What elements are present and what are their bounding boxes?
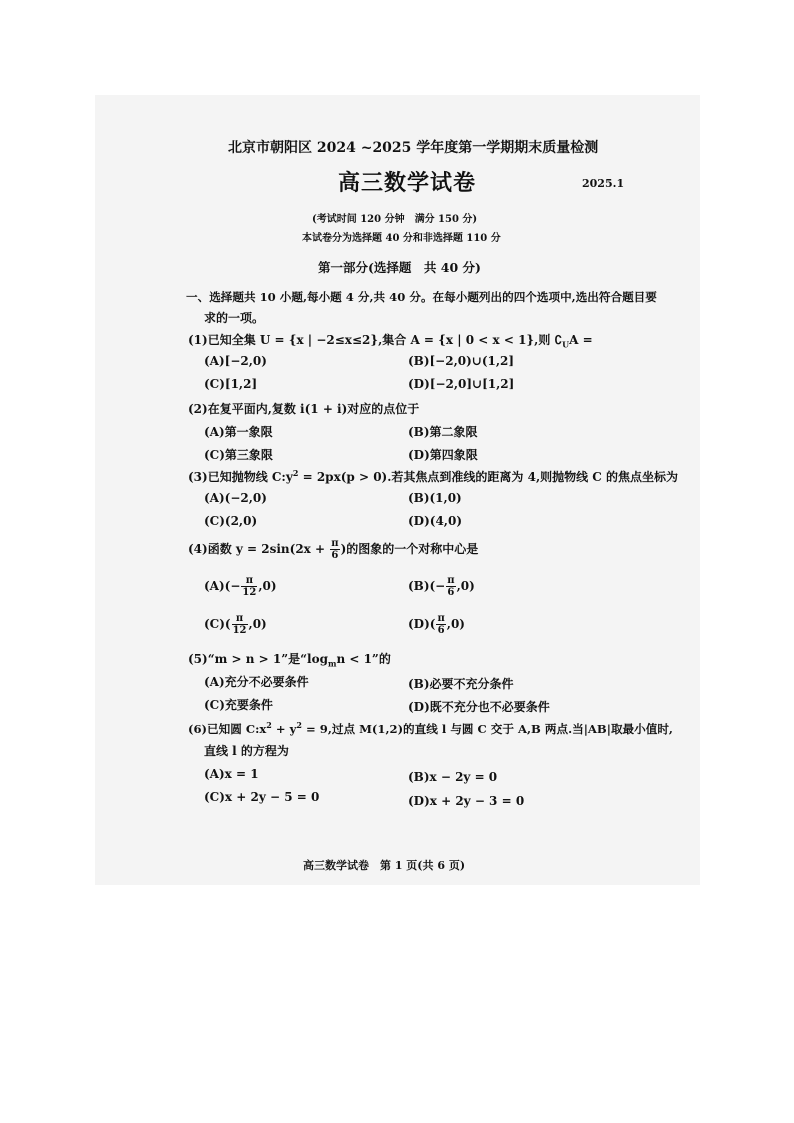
question-1-stem: (1)已知全集 U = {x | −2≤x≤2},集合 A = {x | 0 < x < 1},则 $∁_UA$ =	[188, 333, 593, 350]
question-6-option-b: (B)x − 2y = 0	[408, 770, 498, 784]
question-3-stem: (3)已知抛物线 $C:y^2 = 2px(p > 0)$.若其焦点到准线的距离为 4,则抛物线 C 的焦点坐标为	[188, 468, 679, 484]
question-6-stem: (6)已知圆 $C:x^2 + y^2 = 9$,过点 M(1,2)的直线 l 与圆 C 交于 A,B 两点.当|AB|取最小值时,	[188, 720, 673, 736]
question-3-option-b: (B)(1,0)	[408, 491, 462, 505]
question-5-option-d: (D)既不充分也不必要条件	[408, 700, 550, 714]
exam-time-info: (考试时间 120 分钟 满分 150 分)	[312, 214, 478, 225]
exam-date: 2025.1	[582, 177, 625, 190]
question-5-option-b: (B)必要不充分条件	[408, 677, 514, 691]
page-title: 高三数学试卷	[338, 170, 477, 196]
section-instructions-line2: 求的一项。	[204, 311, 265, 325]
question-2-stem: (2)在复平面内,复数 i(1 + i)对应的点位于	[188, 402, 420, 416]
question-3-option-d: (D)(4,0)	[408, 514, 462, 528]
question-1-option-c: (C)[1,2]	[204, 377, 258, 391]
question-4-stem: (4)函数 y = 2sin(2x + $\frac{\pi}{6}$ )的图象的一个对称中心是	[188, 538, 479, 561]
question-6-stem-line2: 直线 l 的方程为	[204, 744, 289, 758]
question-6-option-c: (C)x + 2y − 5 = 0	[204, 790, 320, 804]
pi-over-6-fraction: $\frac{\pi}{6}$	[331, 538, 339, 561]
question-6-option-a: (A)x = 1	[204, 767, 259, 781]
question-4-option-c: (C)( $\frac{\pi}{12}$ ,0)	[204, 613, 267, 636]
section-instructions-line1: 一、选择题共 10 小题,每小题 4 分,共 40 分。在每小题列出的四个选项中,选出符合题目要	[186, 290, 657, 304]
part-title: 第一部分(选择题 共 40 分)	[318, 260, 481, 275]
question-2-option-a: (A)第一象限	[204, 425, 273, 439]
question-1-option-b: (B)[−2,0)∪(1,2]	[408, 354, 515, 368]
question-4-option-b: (B)(− $\frac{\pi}{6}$ ,0)	[408, 575, 475, 598]
exam-organization: 北京市朝阳区 2024 ~2025 学年度第一学期期末质量检测	[228, 140, 599, 156]
question-4-option-a: (A)(− $\frac{\pi}{12}$ ,0)	[204, 575, 277, 598]
question-3-option-a: (A)(−2,0)	[204, 491, 267, 505]
question-5-option-a: (A)充分不必要条件	[204, 675, 309, 689]
question-1-option-d: (D)[−2,0]∪[1,2]	[408, 377, 515, 391]
page-footer: 高三数学试卷 第 1 页(共 6 页)	[303, 859, 466, 872]
question-5-option-c: (C)充要条件	[204, 698, 273, 712]
question-1-option-a: (A)[−2,0)	[204, 354, 267, 368]
question-4-option-d: (D)( $\frac{\pi}{6}$ ,0)	[408, 613, 465, 636]
question-2-option-c: (C)第三象限	[204, 448, 273, 462]
question-2-option-d: (D)第四象限	[408, 448, 478, 462]
question-5-stem: (5)“m > n > 1”是“$\log_mn < 1$”的	[188, 652, 391, 669]
question-6-option-d: (D)x + 2y − 3 = 0	[408, 794, 525, 808]
exam-composition: 本试卷分为选择题 40 分和非选择题 110 分	[302, 233, 501, 244]
question-2-option-b: (B)第二象限	[408, 425, 478, 439]
question-3-option-c: (C)(2,0)	[204, 514, 258, 528]
